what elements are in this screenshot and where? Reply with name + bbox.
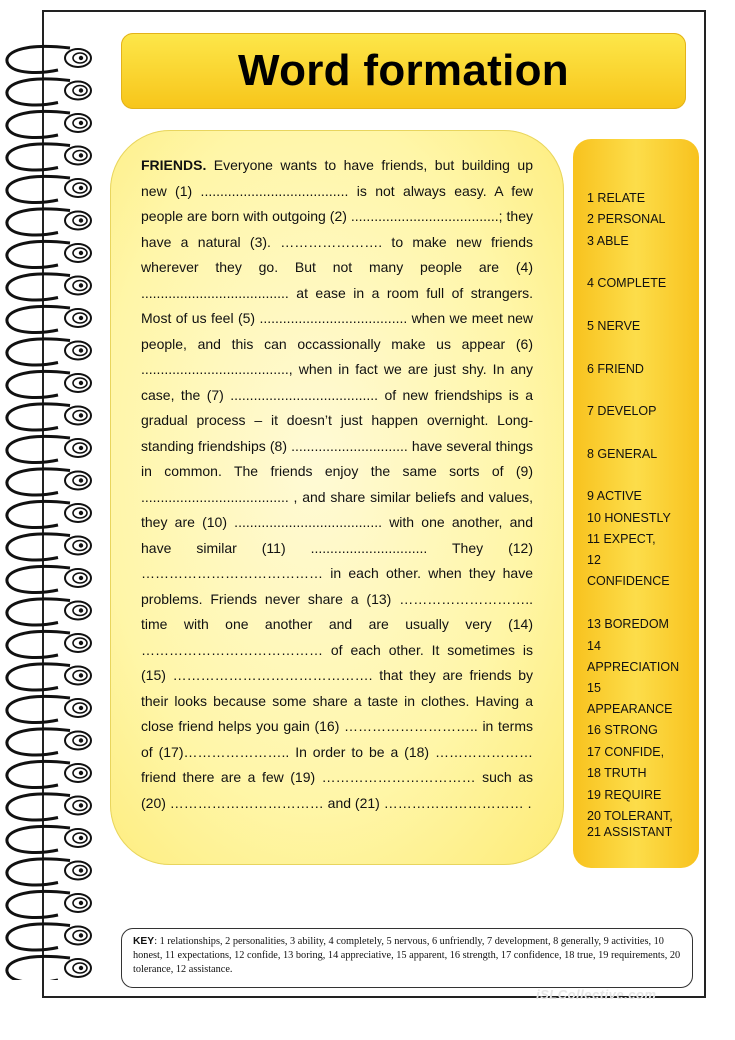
spiral-ring bbox=[7, 761, 91, 787]
spiral-ring bbox=[7, 371, 91, 397]
word-item: 16 STRONG bbox=[587, 723, 658, 737]
watermark: iSLCollective.com bbox=[536, 987, 657, 1002]
spiral-ring bbox=[7, 144, 91, 170]
word-item: APPRECIATION bbox=[587, 660, 680, 674]
word-item: 21 ASSISTANT bbox=[587, 825, 673, 839]
page-title: Word formation bbox=[238, 46, 569, 95]
key-text: : 1 relationships, 2 personalities, 3 ability, 4 completely, 5 nervous, 6 unfriendly, 7 development, 8 generally, 9 activities, 10 honest, 11 expectations, 12 confide, 13 boring, 14 appreciative, 15 apparent, 16 strength, 17 confidence, 18 true, 19 requirements, 20 tolerance, 12 assistance. bbox=[133, 936, 681, 975]
answer-key-box bbox=[121, 928, 693, 988]
spiral-ring bbox=[7, 241, 91, 267]
word-item: 12 bbox=[587, 553, 601, 567]
word-item: APPEARANCE bbox=[587, 702, 673, 716]
spiral-ring bbox=[7, 274, 91, 300]
spiral-ring bbox=[7, 729, 91, 755]
passage-body: Everyone wants to have friends, but building up new (1) ...................................... is not always easy. A few people are born with outgoing (2) ......................................; they have a natural (3). …………………. to make new friends wherever they go. But not many people are (4) ...................................... at ease in a room full of strangers. Most of us feel (5) ...................................... when we meet new people, and this can occassionally make us appear (6) ......................................, when in fact we are just shy. In any case, the (7) ...................................... of new friendships is a gradual process – it doesn’t just happen overnight. Long-standing friendships (8) .............................. have several things in common. The friends enjoy the same sorts of (9) ...................................... , and share similar beliefs and values, they are (10) ...................................... with one another, and have similar (11) .............................. They (12) ………………………………… in each other. when they have problems. Friends never share a (13) ……………………….. time with one another and are usually very (14) ………………………………… of each other. It sometimes is (15) ……………………………………. that they are friends by their looks because some share a taste in clothes. Having a close friend helps you gain (16) ……………………….. in terms of (17)………………….. In order to be a (18) ………………… friend there are a few (19) …………………………… such as (20) …………………………… and (21) ………………………… . bbox=[141, 157, 533, 811]
word-item: 15 bbox=[587, 681, 601, 695]
word-item: 10 HONESTLY bbox=[587, 511, 671, 525]
word-item: 1 RELATE bbox=[587, 191, 646, 205]
passage-lead: FRIENDS. bbox=[141, 157, 207, 173]
word-item: 7 DEVELOP bbox=[587, 404, 657, 418]
spiral-ring bbox=[7, 566, 91, 592]
word-item: 18 TRUTH bbox=[587, 766, 647, 780]
spiral-ring bbox=[7, 696, 91, 722]
spiral-ring bbox=[7, 956, 91, 980]
spiral-ring bbox=[7, 339, 91, 365]
spiral-ring bbox=[7, 664, 91, 690]
word-item: 19 REQUIRE bbox=[587, 788, 662, 802]
word-item: CONFIDENCE bbox=[587, 574, 670, 588]
word-item: 14 bbox=[587, 639, 601, 653]
spiral-ring bbox=[7, 306, 91, 332]
word-item: 2 PERSONAL bbox=[587, 212, 666, 226]
spiral-ring bbox=[7, 826, 91, 852]
spiral-ring bbox=[7, 891, 91, 917]
key-label: KEY bbox=[133, 936, 155, 947]
spiral-ring bbox=[7, 79, 91, 105]
spiral-ring bbox=[7, 794, 91, 820]
title-banner bbox=[121, 33, 686, 109]
spiral-ring bbox=[7, 404, 91, 430]
spiral-binding bbox=[0, 20, 110, 980]
word-item: 13 BOREDOM bbox=[587, 617, 669, 631]
passage-text bbox=[141, 153, 533, 816]
spiral-ring bbox=[7, 176, 91, 202]
word-item: 8 GENERAL bbox=[587, 447, 658, 461]
spiral-ring bbox=[7, 469, 91, 495]
spiral-ring bbox=[7, 534, 91, 560]
spiral-ring bbox=[7, 501, 91, 527]
word-item: 6 FRIEND bbox=[587, 362, 644, 376]
spiral-ring bbox=[7, 599, 91, 625]
word-item: 3 ABLE bbox=[587, 234, 629, 248]
word-item: 11 EXPECT, bbox=[587, 532, 656, 546]
word-item: 17 CONFIDE, bbox=[587, 745, 665, 759]
spiral-ring bbox=[7, 209, 91, 235]
spiral-ring bbox=[7, 111, 91, 137]
word-item: 5 NERVE bbox=[587, 319, 641, 333]
word-item: 20 TOLERANT, bbox=[587, 809, 673, 823]
word-item: 9 ACTIVE bbox=[587, 489, 642, 503]
spiral-ring bbox=[7, 631, 91, 657]
spiral-ring bbox=[7, 436, 91, 462]
spiral-ring bbox=[7, 46, 91, 72]
spiral-ring bbox=[7, 859, 91, 885]
spiral-ring bbox=[7, 924, 91, 950]
word-item: 4 COMPLETE bbox=[587, 276, 667, 290]
